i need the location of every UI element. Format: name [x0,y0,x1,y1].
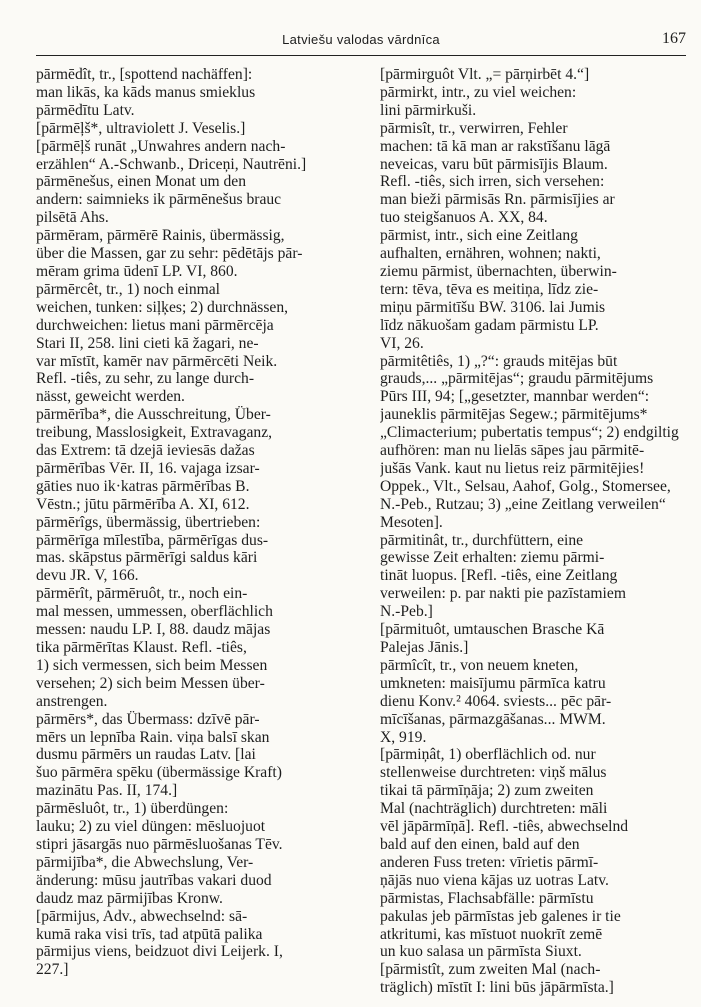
entry-line: atkritumi, kas mīstuot nuokrīt zemē [380,925,603,943]
entry-line: 1) sich vermessen, sich beim Messen [36,656,268,674]
dictionary-entry [380,657,686,747]
entry-line: kumā raka visi trīs, tad atpūtā palika [36,925,263,943]
dictionary-entry [36,908,342,980]
entry-line: miņu pārmitīšu BW. 3106. lai Jumis [380,298,606,316]
entry-line: über die Massen, gar zu sehr: pēdētājs pār- [36,245,303,263]
entry-line: Mal (nachträglich) durchtreten: māli [380,800,608,818]
dictionary-entry [36,173,342,227]
entry-line: Refl. -tiês, zu sehr, zu lange durch- [36,370,255,388]
entry-line: pārmistas, Flachsabfälle: pārmīstu [380,889,594,907]
dictionary-entry [36,854,342,908]
entry-line: 227.] [36,961,69,979]
entry-line: pārmērība*, die Ausschreitung, Über- [36,406,271,424]
entry-line: mēram grima ūdenī LP. VI, 860. [36,262,238,280]
dictionary-entry [36,227,342,281]
entry-line: mas. skāpstus pārmērīgi saldus kāri [36,549,258,567]
running-title: Latviešu valodas vārdnīca [282,32,440,47]
entry-line: šuo pārmēra spēku (übermässige Kraft) [36,764,282,782]
entry-line: pārmirkt, intr., zu viel weichen: [380,83,577,101]
entry-line: pārmēdît, tr., [spottend nachäffen]: [36,66,253,83]
entry-line: pilsētā Ahs. [36,209,109,227]
entry-line: pārmērcêt, tr., 1) noch einmal [36,280,221,298]
entry-line: daudz maz pārmijības Kronw. [36,889,223,907]
entry-line: gewisse Zeit erhalten: ziemu pārmi- [380,549,605,567]
entry-line: grauds,... „pārmitējas“; graudu pārmitējums [380,370,654,388]
dictionary-entry [380,120,686,227]
entry-line: stipri jāsargās nuo pārmēsluošanas Tēv. [36,835,283,853]
entry-line: versehen; 2) sich beim Messen über- [36,674,265,692]
entry-line: mērs un lepnība Rain. viņa balsī skan [36,728,270,746]
right-column [380,66,686,996]
entry-line: umkneten: maisījumu pārmīca katru [380,674,606,692]
dictionary-entry [380,84,686,120]
entry-line: pārmitinât, tr., durchfüttern, eine [380,531,584,549]
entry-line: tika pārmērītas Klaust. Refl. -tiês, [36,639,247,656]
entry-line: neveicas, varu būt pārmisījis Blaum. [380,155,608,173]
dictionary-entry [36,406,342,513]
entry-line: pārmēsluôt, tr., 1) überdüngen: [36,800,229,818]
entry-line: vēl jāpārmīņā]. Refl. -tiês, abwechselnd [380,818,629,836]
dictionary-entry [380,532,686,622]
entry-line: anderen Fuss treten: vīrietis pārmī- [380,853,599,871]
entry-line: tern: tēva, tēva es meitiņa, līdz zie- [380,280,599,298]
entry-line: tināt luopus. [Refl. -tiês, eine Zeitlang [380,567,618,585]
entry-line: mīcīšanas, pārmazgāšanas... MWM. [380,710,606,728]
entry-line: man bieži pārmisās Rn. pārmisījies ar [380,191,615,209]
entry-line: pārmērît, pārmēruôt, tr., noch ein- [36,585,248,603]
entry-line: pārmijība*, die Abwechslung, Ver- [36,853,254,871]
entry-line: pārmērs*, das Übermass: dzīvē pār- [36,710,260,728]
entry-line: andern: saimnieks ik pārmēnešus brauc [36,191,282,209]
entry-line: X, 919. [380,728,427,746]
entry-line: dienu Konv.² 4064. sviests... pēc pār- [380,692,612,710]
entry-line: aufhalten, ernähren, wohnen; nakti, [380,245,601,263]
entry-line: jušās Vank. kaut nu lietus reiz pārmitējies! [380,459,645,477]
entry-line: treibung, Masslosigkeit, Extravaganz, [36,424,273,442]
entry-line: pārmēnešus, einen Monat um den [36,173,247,191]
entry-line: Mesoten]. [380,513,443,531]
entry-line: Vēstn.; jūtu pārmērība A. XI, 612. [36,495,250,513]
entry-line: Pūrs III, 94; [„gesetzter, mannbar werden“: [380,388,650,406]
entry-line: pārmērīga mīlestība, pārmērīgas dus- [36,531,269,549]
entry-line: [pārmituôt, umtauschen Brasche Kā [380,621,605,639]
entry-line: verweilen: p. par nakti pie pazīstamiem [380,585,626,603]
dictionary-entry [380,66,686,84]
dictionary-entry [380,746,686,889]
left-column [36,66,342,996]
entry-line: mazinātu Pas. II, 174.] [36,782,178,800]
entry-line: [pārmirguôt Vlt. „= pārņirbēt 4.“] [380,66,590,83]
entry-line: erzählen“ A.-Schwanb., Driceņi, Nautrēni.] [36,155,307,173]
dictionary-entry [380,890,686,962]
entry-line: jauneklis pārmitējas Segew.; pārmitējums* [380,406,648,424]
entry-line: Stari II, 258. lini cieti kā žagari, ne- [36,334,259,352]
entry-line: pārmērîgs, übermässig, übertrieben: [36,513,261,531]
entry-line: mal messen, ummessen, oberflächlich [36,603,273,621]
entry-line: pakulas jeb pārmīstas jeb galenes ir tie [380,907,621,925]
dictionary-entry [36,138,342,174]
entry-line: ziemu pārmist, übernachten, überwin- [380,262,617,280]
entry-line: pārmēdītu Latv. [36,101,135,119]
entry-line: Oppek., Vlt., Selsau, Aahof, Golg., Stomersee, [380,477,671,495]
entry-line: N.-Peb., Rutzau; 3) „eine Zeitlang verweilen“ [380,495,666,513]
entry-line: pārmitêtiês, 1) „?“: grauds mitējas būt [380,352,618,370]
dictionary-entry [36,585,342,710]
dictionary-entry [380,621,686,657]
dictionary-entry [36,800,342,854]
entry-line: anstrengen. [36,692,108,710]
page-number: 167 [662,30,686,47]
entry-line: stellenweise durchtreten: viņš mālus [380,764,607,782]
entry-line: pārmēram, pārmērē Rainis, übermässig, [36,227,285,245]
entry-line: tikai tā pārmīņāja; 2) zum zweiten [380,782,594,800]
entry-line: devu JR. V, 166. [36,567,139,585]
entry-line: „Climacterium; pubertatis tempus“; 2) endgiltig [380,424,679,442]
dictionary-entry [36,711,342,801]
entry-line: gāties nuo ik·katras pārmērības B. [36,477,250,495]
dictionary-entry [36,66,342,120]
entry-line: aufhören: man nu lielās sāpes jau pārmitē- [380,442,645,460]
entry-line: lini pārmirkuši. [380,101,477,119]
dictionary-entry [36,514,342,586]
entry-line: [pārmistît, zum zweiten Mal (nach- [380,961,601,979]
entry-line: Palejas Jānis.] [380,639,469,656]
entry-line: weichen, tunken: siļķes; 2) durchnässen, [36,298,289,316]
entry-line: lauku; 2) zu viel düngen: mēsluojuot [36,818,266,836]
dictionary-entry [380,227,686,352]
entry-line: [pārmijus, Adv., abwechselnd: sā- [36,907,248,925]
dictionary-entry [36,281,342,406]
entry-line: [pārmēļš runāt „Unwahres andern nach- [36,137,286,155]
entry-line: N.-Peb.] [380,603,433,621]
page-header [36,30,686,54]
entry-line: nässt, geweicht werden. [36,388,185,406]
dictionary-entry [380,961,686,996]
entry-line: ņājās nuo viena kājas uz uotras Latv. [380,871,609,889]
entry-line: un kuo salasa un pārmīsta Siuxt. [380,943,582,961]
header-rule [36,55,686,56]
entry-line: machen: tā kā man ar rakstīšanu lāgā [380,137,611,155]
entry-line: var mīstīt, kamēr nav pārmērcēti Neik. [36,352,278,370]
entry-line: tuo steigšanuos A. XX, 84. [380,209,548,227]
entry-line: pārmērības Vēr. II, 16. vajaga izsar- [36,459,260,477]
entry-line: Refl. -tiês, sich irren, sich versehen: [380,173,605,191]
entry-line: pārmisît, tr., verwirren, Fehler [380,119,568,137]
entry-line: dusmu pārmērs un raudas Latv. [lai [36,746,256,764]
dictionary-entry [36,120,342,138]
entry-line: VI, 26. [380,334,424,352]
entry-line: pārmijus viens, beidzuot divi Leijerk. I, [36,943,283,961]
entry-line: durchweichen: lietus mani pārmērcēja [36,316,274,334]
entry-line: [pārmiņât, 1) oberflächlich od. nur [380,746,596,764]
entry-line: änderung: mūsu jautrības vakari duod [36,871,272,889]
entry-line: līdz nākuošam gadam pārmistu LP. [380,316,599,334]
entry-line: pārmist, intr., sich eine Zeitlang [380,227,578,245]
entry-line: träglich) mīstīt I: lini būs jāpārmīsta.] [380,979,614,996]
entry-line: man likās, ka kāds manus smieklus [36,83,256,101]
entry-line: messen: naudu LP. I, 88. daudz mājas [36,621,271,639]
entry-line: [pārmēļš*, ultraviolett J. Veselis.] [36,119,246,137]
dictionary-entry [380,353,686,532]
entry-line: bald auf den einen, bald auf den [380,835,580,853]
entry-line: das Extrem: tā dzejā ieviesās dažas [36,442,255,460]
entry-line: pārmîcît, tr., von neuem kneten, [380,656,579,674]
